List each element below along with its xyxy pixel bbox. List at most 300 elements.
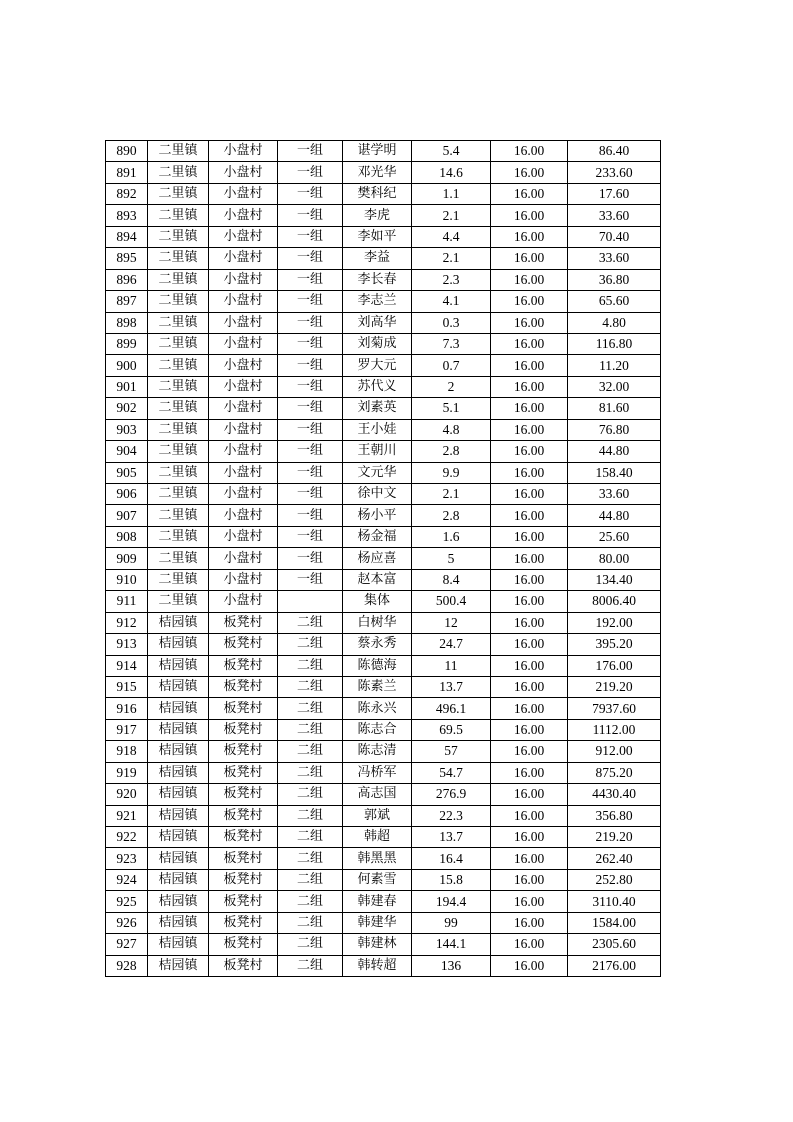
area-cell: 2.8 — [412, 441, 491, 462]
amount-cell: 17.60 — [568, 183, 661, 204]
village-cell: 小盘村 — [209, 591, 278, 612]
amount-cell: 65.60 — [568, 291, 661, 312]
village-cell: 板凳村 — [209, 676, 278, 697]
group-cell: 二组 — [278, 934, 343, 955]
town-cell: 二里镇 — [148, 505, 209, 526]
area-cell: 0.3 — [412, 312, 491, 333]
area-cell: 16.4 — [412, 848, 491, 869]
group-cell: 一组 — [278, 398, 343, 419]
town-cell: 二里镇 — [148, 248, 209, 269]
name-cell: 蔡永秀 — [343, 634, 412, 655]
table-row — [106, 569, 661, 590]
area-cell: 144.1 — [412, 934, 491, 955]
town-cell: 二里镇 — [148, 376, 209, 397]
row-index-cell: 905 — [106, 462, 148, 483]
group-cell: 二组 — [278, 719, 343, 740]
table-row — [106, 848, 661, 869]
amount-cell: 158.40 — [568, 462, 661, 483]
town-cell: 二里镇 — [148, 526, 209, 547]
name-cell: 李志兰 — [343, 291, 412, 312]
town-cell: 二里镇 — [148, 205, 209, 226]
town-cell: 二里镇 — [148, 269, 209, 290]
table-row — [106, 784, 661, 805]
row-index-cell: 902 — [106, 398, 148, 419]
rate-cell: 16.00 — [491, 912, 568, 933]
name-cell: 冯桥军 — [343, 762, 412, 783]
town-cell: 二里镇 — [148, 484, 209, 505]
area-cell: 5 — [412, 548, 491, 569]
name-cell: 陈德海 — [343, 655, 412, 676]
row-index-cell: 904 — [106, 441, 148, 462]
area-cell: 7.3 — [412, 333, 491, 354]
rate-cell: 16.00 — [491, 226, 568, 247]
rate-cell: 16.00 — [491, 891, 568, 912]
table-row — [106, 183, 661, 204]
village-cell: 板凳村 — [209, 891, 278, 912]
name-cell: 刘高华 — [343, 312, 412, 333]
row-index-cell: 906 — [106, 484, 148, 505]
group-cell: 一组 — [278, 248, 343, 269]
rate-cell: 16.00 — [491, 419, 568, 440]
rate-cell: 16.00 — [491, 634, 568, 655]
rate-cell: 16.00 — [491, 612, 568, 633]
name-cell: 陈志清 — [343, 741, 412, 762]
area-cell: 69.5 — [412, 719, 491, 740]
row-index-cell: 894 — [106, 226, 148, 247]
name-cell: 邓光华 — [343, 162, 412, 183]
town-cell: 二里镇 — [148, 548, 209, 569]
group-cell: 一组 — [278, 183, 343, 204]
rate-cell: 16.00 — [491, 548, 568, 569]
village-cell: 板凳村 — [209, 719, 278, 740]
area-cell: 15.8 — [412, 869, 491, 890]
village-cell: 小盘村 — [209, 333, 278, 354]
village-cell: 板凳村 — [209, 848, 278, 869]
town-cell: 二里镇 — [148, 441, 209, 462]
village-cell: 小盘村 — [209, 269, 278, 290]
table-row — [106, 634, 661, 655]
village-cell: 板凳村 — [209, 827, 278, 848]
amount-cell: 875.20 — [568, 762, 661, 783]
name-cell: 苏代义 — [343, 376, 412, 397]
name-cell: 何素雪 — [343, 869, 412, 890]
row-index-cell: 921 — [106, 805, 148, 826]
table-row — [106, 505, 661, 526]
table-row — [106, 955, 661, 976]
group-cell: 一组 — [278, 269, 343, 290]
village-cell: 小盘村 — [209, 291, 278, 312]
area-cell: 4.4 — [412, 226, 491, 247]
row-index-cell: 899 — [106, 333, 148, 354]
amount-cell: 33.60 — [568, 205, 661, 226]
rate-cell: 16.00 — [491, 784, 568, 805]
table-row — [106, 526, 661, 547]
rate-cell: 16.00 — [491, 291, 568, 312]
amount-cell: 44.80 — [568, 505, 661, 526]
rate-cell: 16.00 — [491, 955, 568, 976]
village-cell: 小盘村 — [209, 462, 278, 483]
village-cell: 板凳村 — [209, 784, 278, 805]
area-cell: 24.7 — [412, 634, 491, 655]
group-cell: 一组 — [278, 441, 343, 462]
rate-cell: 16.00 — [491, 591, 568, 612]
rate-cell: 16.00 — [491, 183, 568, 204]
amount-cell: 4.80 — [568, 312, 661, 333]
group-cell: 二组 — [278, 676, 343, 697]
amount-cell: 80.00 — [568, 548, 661, 569]
group-cell: 二组 — [278, 762, 343, 783]
row-index-cell: 893 — [106, 205, 148, 226]
group-cell: 一组 — [278, 505, 343, 526]
village-cell: 小盘村 — [209, 569, 278, 590]
area-cell: 276.9 — [412, 784, 491, 805]
table-row — [106, 205, 661, 226]
rate-cell: 16.00 — [491, 376, 568, 397]
village-cell: 板凳村 — [209, 869, 278, 890]
name-cell: 刘素英 — [343, 398, 412, 419]
group-cell: 一组 — [278, 333, 343, 354]
town-cell: 桔园镇 — [148, 784, 209, 805]
name-cell: 王小娃 — [343, 419, 412, 440]
name-cell: 韩建华 — [343, 912, 412, 933]
town-cell: 桔园镇 — [148, 741, 209, 762]
amount-cell: 81.60 — [568, 398, 661, 419]
group-cell: 一组 — [278, 376, 343, 397]
name-cell: 杨应喜 — [343, 548, 412, 569]
town-cell: 二里镇 — [148, 291, 209, 312]
village-cell: 板凳村 — [209, 934, 278, 955]
table-row — [106, 891, 661, 912]
amount-cell: 356.80 — [568, 805, 661, 826]
rate-cell: 16.00 — [491, 934, 568, 955]
amount-cell: 395.20 — [568, 634, 661, 655]
row-index-cell: 922 — [106, 827, 148, 848]
amount-cell: 33.60 — [568, 248, 661, 269]
row-index-cell: 901 — [106, 376, 148, 397]
row-index-cell: 911 — [106, 591, 148, 612]
rate-cell: 16.00 — [491, 269, 568, 290]
table-row — [106, 248, 661, 269]
town-cell: 二里镇 — [148, 162, 209, 183]
group-cell: 一组 — [278, 484, 343, 505]
table-row — [106, 441, 661, 462]
row-index-cell: 918 — [106, 741, 148, 762]
amount-cell: 262.40 — [568, 848, 661, 869]
amount-cell: 219.20 — [568, 827, 661, 848]
group-cell — [278, 591, 343, 612]
group-cell: 一组 — [278, 569, 343, 590]
village-cell: 小盘村 — [209, 376, 278, 397]
amount-cell: 192.00 — [568, 612, 661, 633]
row-index-cell: 891 — [106, 162, 148, 183]
rate-cell: 16.00 — [491, 441, 568, 462]
name-cell: 高志国 — [343, 784, 412, 805]
row-index-cell: 892 — [106, 183, 148, 204]
name-cell: 文元华 — [343, 462, 412, 483]
area-cell: 9.9 — [412, 462, 491, 483]
area-cell: 11 — [412, 655, 491, 676]
row-index-cell: 928 — [106, 955, 148, 976]
table-row — [106, 591, 661, 612]
row-index-cell: 925 — [106, 891, 148, 912]
table-row — [106, 333, 661, 354]
rate-cell: 16.00 — [491, 526, 568, 547]
amount-cell: 1112.00 — [568, 719, 661, 740]
row-index-cell: 913 — [106, 634, 148, 655]
area-cell: 13.7 — [412, 827, 491, 848]
table-row — [106, 912, 661, 933]
area-cell: 500.4 — [412, 591, 491, 612]
row-index-cell: 926 — [106, 912, 148, 933]
name-cell: 郭斌 — [343, 805, 412, 826]
table-row — [106, 805, 661, 826]
village-cell: 小盘村 — [209, 205, 278, 226]
amount-cell: 1584.00 — [568, 912, 661, 933]
area-cell: 12 — [412, 612, 491, 633]
table-row — [106, 719, 661, 740]
name-cell: 王朝川 — [343, 441, 412, 462]
table-body — [106, 141, 661, 977]
name-cell: 徐中文 — [343, 484, 412, 505]
table-row — [106, 162, 661, 183]
rate-cell: 16.00 — [491, 869, 568, 890]
table-row — [106, 462, 661, 483]
rate-cell: 16.00 — [491, 312, 568, 333]
village-cell: 板凳村 — [209, 698, 278, 719]
town-cell: 二里镇 — [148, 226, 209, 247]
rate-cell: 16.00 — [491, 205, 568, 226]
name-cell: 韩转超 — [343, 955, 412, 976]
name-cell: 集体 — [343, 591, 412, 612]
village-cell: 小盘村 — [209, 505, 278, 526]
name-cell: 韩建春 — [343, 891, 412, 912]
table-row — [106, 376, 661, 397]
name-cell: 陈志合 — [343, 719, 412, 740]
area-cell: 2.1 — [412, 205, 491, 226]
table-row — [106, 141, 661, 162]
amount-cell: 32.00 — [568, 376, 661, 397]
rate-cell: 16.00 — [491, 333, 568, 354]
row-index-cell: 909 — [106, 548, 148, 569]
area-cell: 136 — [412, 955, 491, 976]
row-index-cell: 923 — [106, 848, 148, 869]
group-cell: 一组 — [278, 141, 343, 162]
name-cell: 赵本富 — [343, 569, 412, 590]
area-cell: 4.1 — [412, 291, 491, 312]
table-row — [106, 312, 661, 333]
area-cell: 13.7 — [412, 676, 491, 697]
rate-cell: 16.00 — [491, 719, 568, 740]
group-cell: 二组 — [278, 891, 343, 912]
group-cell: 一组 — [278, 355, 343, 376]
rate-cell: 16.00 — [491, 462, 568, 483]
group-cell: 一组 — [278, 548, 343, 569]
village-cell: 板凳村 — [209, 762, 278, 783]
amount-cell: 116.80 — [568, 333, 661, 354]
rate-cell: 16.00 — [491, 848, 568, 869]
row-index-cell: 920 — [106, 784, 148, 805]
row-index-cell: 890 — [106, 141, 148, 162]
group-cell: 二组 — [278, 955, 343, 976]
group-cell: 一组 — [278, 226, 343, 247]
name-cell: 韩黑黑 — [343, 848, 412, 869]
name-cell: 谌学明 — [343, 141, 412, 162]
group-cell: 二组 — [278, 612, 343, 633]
area-cell: 496.1 — [412, 698, 491, 719]
town-cell: 桔园镇 — [148, 655, 209, 676]
rate-cell: 16.00 — [491, 484, 568, 505]
name-cell: 李益 — [343, 248, 412, 269]
town-cell: 二里镇 — [148, 312, 209, 333]
row-index-cell: 897 — [106, 291, 148, 312]
village-cell: 板凳村 — [209, 805, 278, 826]
area-cell: 8.4 — [412, 569, 491, 590]
rate-cell: 16.00 — [491, 827, 568, 848]
village-cell: 板凳村 — [209, 741, 278, 762]
area-cell: 2.1 — [412, 484, 491, 505]
area-cell: 57 — [412, 741, 491, 762]
amount-cell: 25.60 — [568, 526, 661, 547]
row-index-cell: 907 — [106, 505, 148, 526]
area-cell: 22.3 — [412, 805, 491, 826]
row-index-cell: 908 — [106, 526, 148, 547]
table-row — [106, 548, 661, 569]
group-cell: 一组 — [278, 526, 343, 547]
village-cell: 小盘村 — [209, 355, 278, 376]
area-cell: 2 — [412, 376, 491, 397]
town-cell: 二里镇 — [148, 141, 209, 162]
table-row — [106, 226, 661, 247]
amount-cell: 912.00 — [568, 741, 661, 762]
town-cell: 二里镇 — [148, 569, 209, 590]
village-cell: 小盘村 — [209, 548, 278, 569]
rate-cell: 16.00 — [491, 141, 568, 162]
row-index-cell: 915 — [106, 676, 148, 697]
rate-cell: 16.00 — [491, 248, 568, 269]
group-cell: 二组 — [278, 741, 343, 762]
table-row — [106, 419, 661, 440]
amount-cell: 3110.40 — [568, 891, 661, 912]
rate-cell: 16.00 — [491, 676, 568, 697]
town-cell: 二里镇 — [148, 419, 209, 440]
row-index-cell: 896 — [106, 269, 148, 290]
rate-cell: 16.00 — [491, 741, 568, 762]
village-cell: 小盘村 — [209, 441, 278, 462]
area-cell: 2.3 — [412, 269, 491, 290]
rate-cell: 16.00 — [491, 398, 568, 419]
name-cell: 杨金福 — [343, 526, 412, 547]
village-cell: 小盘村 — [209, 312, 278, 333]
village-cell: 小盘村 — [209, 248, 278, 269]
table-row — [106, 355, 661, 376]
town-cell: 桔园镇 — [148, 698, 209, 719]
table-row — [106, 398, 661, 419]
name-cell: 李如平 — [343, 226, 412, 247]
data-table — [105, 140, 661, 977]
table-row — [106, 869, 661, 890]
area-cell: 54.7 — [412, 762, 491, 783]
amount-cell: 70.40 — [568, 226, 661, 247]
row-index-cell: 927 — [106, 934, 148, 955]
group-cell: 一组 — [278, 162, 343, 183]
town-cell: 二里镇 — [148, 183, 209, 204]
name-cell: 陈永兴 — [343, 698, 412, 719]
row-index-cell: 912 — [106, 612, 148, 633]
town-cell: 桔园镇 — [148, 955, 209, 976]
row-index-cell: 898 — [106, 312, 148, 333]
table-row — [106, 676, 661, 697]
town-cell: 二里镇 — [148, 462, 209, 483]
table-row — [106, 741, 661, 762]
name-cell: 罗大元 — [343, 355, 412, 376]
area-cell: 2.1 — [412, 248, 491, 269]
town-cell: 桔园镇 — [148, 762, 209, 783]
name-cell: 白树华 — [343, 612, 412, 633]
table-row — [106, 655, 661, 676]
village-cell: 板凳村 — [209, 634, 278, 655]
town-cell: 桔园镇 — [148, 676, 209, 697]
area-cell: 2.8 — [412, 505, 491, 526]
rate-cell: 16.00 — [491, 162, 568, 183]
amount-cell: 4430.40 — [568, 784, 661, 805]
village-cell: 小盘村 — [209, 162, 278, 183]
town-cell: 桔园镇 — [148, 912, 209, 933]
rate-cell: 16.00 — [491, 762, 568, 783]
village-cell: 板凳村 — [209, 955, 278, 976]
table-row — [106, 269, 661, 290]
name-cell: 杨小平 — [343, 505, 412, 526]
group-cell: 二组 — [278, 848, 343, 869]
row-index-cell: 924 — [106, 869, 148, 890]
table-row — [106, 698, 661, 719]
town-cell: 桔园镇 — [148, 612, 209, 633]
area-cell: 4.8 — [412, 419, 491, 440]
village-cell: 小盘村 — [209, 526, 278, 547]
village-cell: 小盘村 — [209, 419, 278, 440]
name-cell: 李虎 — [343, 205, 412, 226]
town-cell: 桔园镇 — [148, 719, 209, 740]
amount-cell: 2305.60 — [568, 934, 661, 955]
row-index-cell: 895 — [106, 248, 148, 269]
town-cell: 桔园镇 — [148, 869, 209, 890]
rate-cell: 16.00 — [491, 505, 568, 526]
town-cell: 二里镇 — [148, 333, 209, 354]
table-row — [106, 827, 661, 848]
area-cell: 99 — [412, 912, 491, 933]
group-cell: 二组 — [278, 698, 343, 719]
row-index-cell: 919 — [106, 762, 148, 783]
town-cell: 二里镇 — [148, 398, 209, 419]
row-index-cell: 900 — [106, 355, 148, 376]
table-row — [106, 291, 661, 312]
town-cell: 二里镇 — [148, 355, 209, 376]
row-index-cell: 914 — [106, 655, 148, 676]
amount-cell: 76.80 — [568, 419, 661, 440]
village-cell: 板凳村 — [209, 912, 278, 933]
rate-cell: 16.00 — [491, 355, 568, 376]
village-cell: 小盘村 — [209, 484, 278, 505]
row-index-cell: 916 — [106, 698, 148, 719]
name-cell: 李长春 — [343, 269, 412, 290]
row-index-cell: 917 — [106, 719, 148, 740]
amount-cell: 219.20 — [568, 676, 661, 697]
group-cell: 二组 — [278, 784, 343, 805]
group-cell: 二组 — [278, 805, 343, 826]
town-cell: 桔园镇 — [148, 891, 209, 912]
row-index-cell: 910 — [106, 569, 148, 590]
amount-cell: 33.60 — [568, 484, 661, 505]
town-cell: 二里镇 — [148, 591, 209, 612]
